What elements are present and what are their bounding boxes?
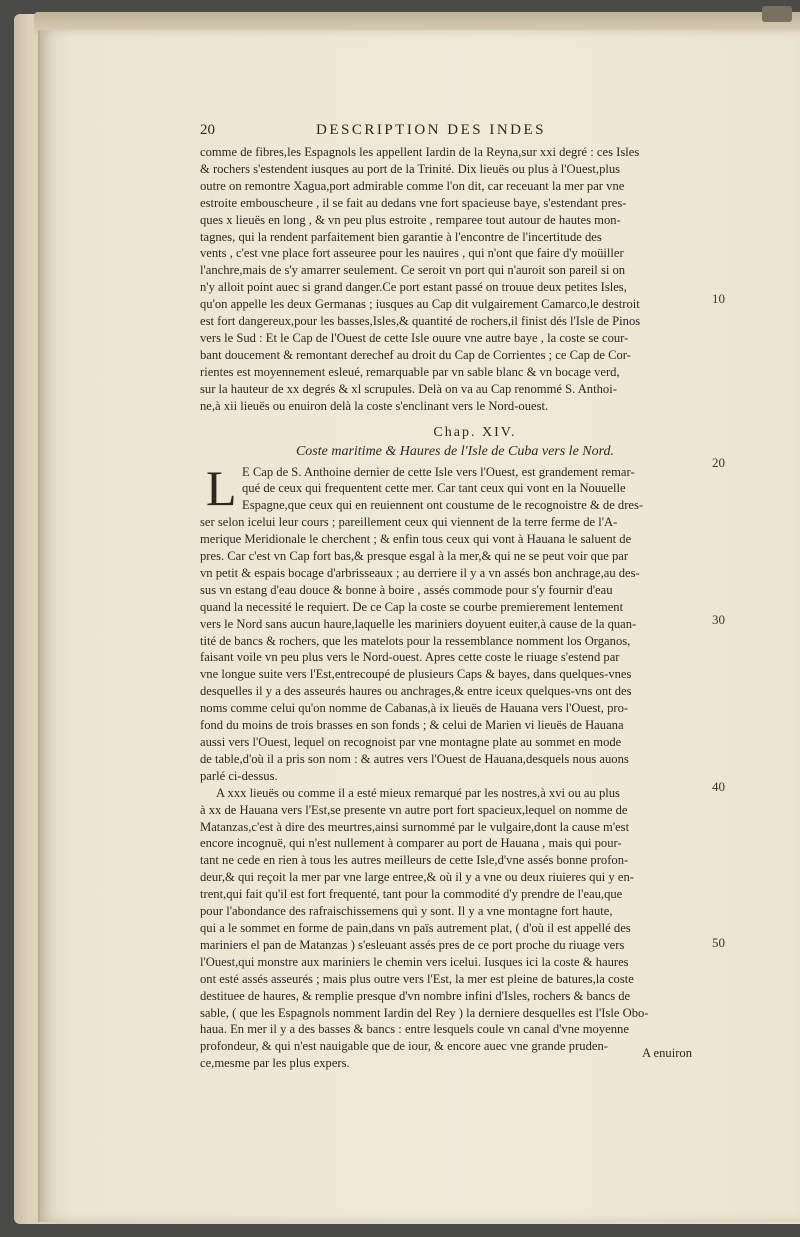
text-line: noms comme celui qu'on nomme de Cabanas,à ix lieuës de Hauana vers l'Ouest, pro- [200, 701, 629, 716]
text-line: pres. Car c'est vn Cap fort bas,& presque esgal à la mer,& qui ne se peut voir que par [200, 549, 629, 564]
text-line: l'Ouest,qui monstre aux mariniers le chemin vers icelui. Iusques ici la coste & haures [200, 954, 629, 969]
text-line: tant ne cede en rien à tous les autres meilleurs de cette Isle,d'vne assés bonne profon- [200, 853, 629, 868]
text-line: profondeur, & qui n'est nauigable que de iour, & encore auec vne grande pruden- [200, 1039, 608, 1054]
paragraph-1 [200, 144, 710, 415]
text-line: l'anchre,mais de s'y amarrer seulement. Ce seroit vn port qui n'auroit son pareil si on [200, 263, 626, 278]
running-title: DESCRIPTION DES INDES [316, 122, 547, 138]
paragraph-2-lines [200, 459, 710, 785]
text-line: tagnes, qui la rendent parfaitement bien garantie à l'encontre de l'incertitude des [200, 229, 602, 244]
text-line: vers le Sud : Et le Cap de l'Ouest de cette Isle ouure vne autre baye , la coste se cour- [200, 330, 629, 345]
text-line: desquelles il y a des asseurés haures ou anchrages,& entre iceux quelques-vns ont des [200, 684, 632, 699]
text-line: pour l'abondance des rafraischissemens qui y sont. Il y a vne montagne fort haute, [200, 904, 613, 919]
text-line: haua. En mer il y a des basses & bancs : entre lesquels coule vn canal d'vne moyenne [200, 1022, 629, 1037]
chapter-subtitle: Coste maritime & Haures de l'Isle de Cuba vers le Nord. [295, 443, 615, 459]
text-line: destituee de haures, & remplie presque d'vn nombre infini d'Isles, rochers & bancs de [200, 988, 631, 1003]
text-line: rientes est moyennement esleué, remarquable par vn sable blanc & vn bocage verd, [200, 364, 620, 379]
text-line: A xxx lieuës ou comme il a esté mieux remarqué par les nostres,à xvi ou au plus [216, 785, 620, 800]
paragraph-3 [200, 785, 710, 1072]
text-line: à xx de Hauana vers l'Est,se presente vn autre port fort spacieux,lequel on nomme de [200, 802, 628, 817]
text-line: faisant voile vn peu plus vers le Nord-ouest. Apres cette coste le riuage s'estend par [200, 650, 620, 665]
text-line: ont esté assés asseurés ; mais plus outre vers l'Est, la mer est pleine de batures,la coste [200, 971, 634, 986]
text-line: merique Meridionale le cherchent ; & enfin tous ceux qui vont à Hauana le saluent de [200, 532, 632, 547]
text-line: n'y alloit point auec si grand danger.Ce port estant passé on trouue deux petites Isles, [200, 280, 627, 295]
text-line: vn petit & espais bocage d'arbrisseaux ; au derriere il y a vn assés bon anchrage,au des- [200, 565, 640, 580]
paragraph-2 [200, 459, 710, 785]
text-line: aussi vers l'Ouest, lequel on recognoist par vne montagne plate au sommet en mode [200, 735, 622, 749]
text-line: sable, ( que les Espagnols nomment Iardin del Rey ) la derniere desquelles est l'Isle Obo- [200, 1005, 649, 1020]
catchword: A enuiron [642, 1046, 693, 1060]
text-line: ser selon icelui leur cours ; pareillement ceux qui viennent de la terre ferme de l'A- [200, 515, 618, 530]
margin-line-number: 40 [712, 779, 725, 794]
page-number: 20 [200, 122, 215, 138]
margin-line-number: 20 [712, 455, 725, 470]
text-line: vents , c'est vne place fort asseuree pour les nauires , qui n'ont que faire d'y moüiller [200, 246, 624, 261]
text-line: vne longue suite vers l'Est,entrecoupé de plusieurs Caps & bayes, dans quelques-vnes [200, 667, 632, 682]
text-line: comme de fibres,les Espagnols les appellent Iardin de la Reyna,sur xxi degré : ces Isles [200, 145, 640, 159]
text-line: Espagne,que ceux qui en reuiennent ont coustume de le recognoistre & de dres- [242, 498, 644, 513]
text-line: ne,à xii lieuës ou enuiron delà la coste s'enclinant vers le Nord-ouest. [200, 398, 549, 413]
chapter-heading: Chap. XIV. [433, 424, 517, 440]
text-line: qui a le sommet en forme de pain,dans vn païs autrement plat, ( d'où il est appellé des [200, 920, 631, 935]
running-head [200, 122, 710, 142]
page-content [200, 122, 710, 1072]
text-line: Matanzas,c'est à dire des meurtres,ainsi surnommé par le vulgaire,dont la cause m'est [200, 819, 630, 834]
margin-line-number: 50 [712, 935, 725, 950]
text-line: de table,d'où il a pris son nom : & autres vers l'Ouest de Hauana,desquels nous auons [200, 751, 629, 766]
drop-cap: L [206, 459, 237, 516]
book-clasp [762, 6, 792, 22]
text-line: mariniers el pan de Matanzas ) s'esleuant assés pres de ce port proche du riuage vers [200, 937, 625, 952]
text-line: qu'on appelle les deux Germanas ; iusques au Cap dit vulgairement Camarco,le destroit [200, 297, 640, 312]
text-line: outre on remontre Xagua,port admirable comme l'on dit, car receuant la mer par vne [200, 178, 625, 193]
text-line: vers le Nord sans aucun haure,laquelle les mariniers doyuent euiter,à cause de la quan- [200, 616, 637, 631]
text-line: qué de ceux qui frequentent cette mer. Car tant ceux qui vont en la Nouuelle [242, 481, 626, 496]
text-line: ques x lieuës en long , & vn peu plus estroite , remparee tout autour de hautes mon- [200, 212, 621, 227]
text-line: deur,& qui reçoit la mer par vne large entree,& où il y a vne ou deux riuieres qui y en- [200, 870, 634, 885]
text-line: sur la hauteur de xx degrés & xl scrupules. Delà on va au Cap renommé S. Anthoi- [200, 381, 617, 396]
text-line: est fort dangereux,pour les basses,Isles,& quantité de rochers,il finist dés l'Isle de Pinos [200, 314, 641, 329]
text-line: estroite embouscheure , il se fait au dedans vne fort spacieuse baye, s'estendant pres- [200, 195, 627, 210]
text-line: quand la necessité le requiert. De ce Cap la coste se courbe premierement lentement [200, 599, 624, 614]
margin-line-number: 30 [712, 612, 725, 627]
text-line: ce,mesme par les plus expers. [200, 1056, 350, 1071]
text-line: tité de bancs & rochers, que les matelots pour la ressemblance nomment los Organos, [200, 633, 631, 648]
text-line: bant doucement & remontant derechef au droit du Cap de Corrientes ; ce Cap de Cor- [200, 347, 631, 362]
text-line: parlé ci-dessus. [200, 768, 278, 783]
text-line: & rochers s'estendent iusques au port de la Trinité. Dix lieuës ou plus à l'Ouest,plus [200, 161, 621, 176]
margin-line-number: 10 [712, 291, 725, 306]
text-line: trent,qui fait qu'il est fort frequenté, tant pour la commodité d'y prendre de l'eau,que [200, 887, 623, 902]
text-line: fond du moins de trois brasses en son fonds ; & celui de Marien vi lieuës de Hauana [200, 718, 624, 733]
text-line: encore incognuë, qui n'est nullement à comparer au port de Hauana , mais qui pour- [200, 836, 622, 851]
text-line: E Cap de S. Anthoine dernier de cette Isle vers l'Ouest, est grandement remar- [242, 464, 635, 479]
text-line: sus vn estang d'eau douce & bonne à boire , assés commode pour s'y fournir d'eau [200, 582, 613, 597]
